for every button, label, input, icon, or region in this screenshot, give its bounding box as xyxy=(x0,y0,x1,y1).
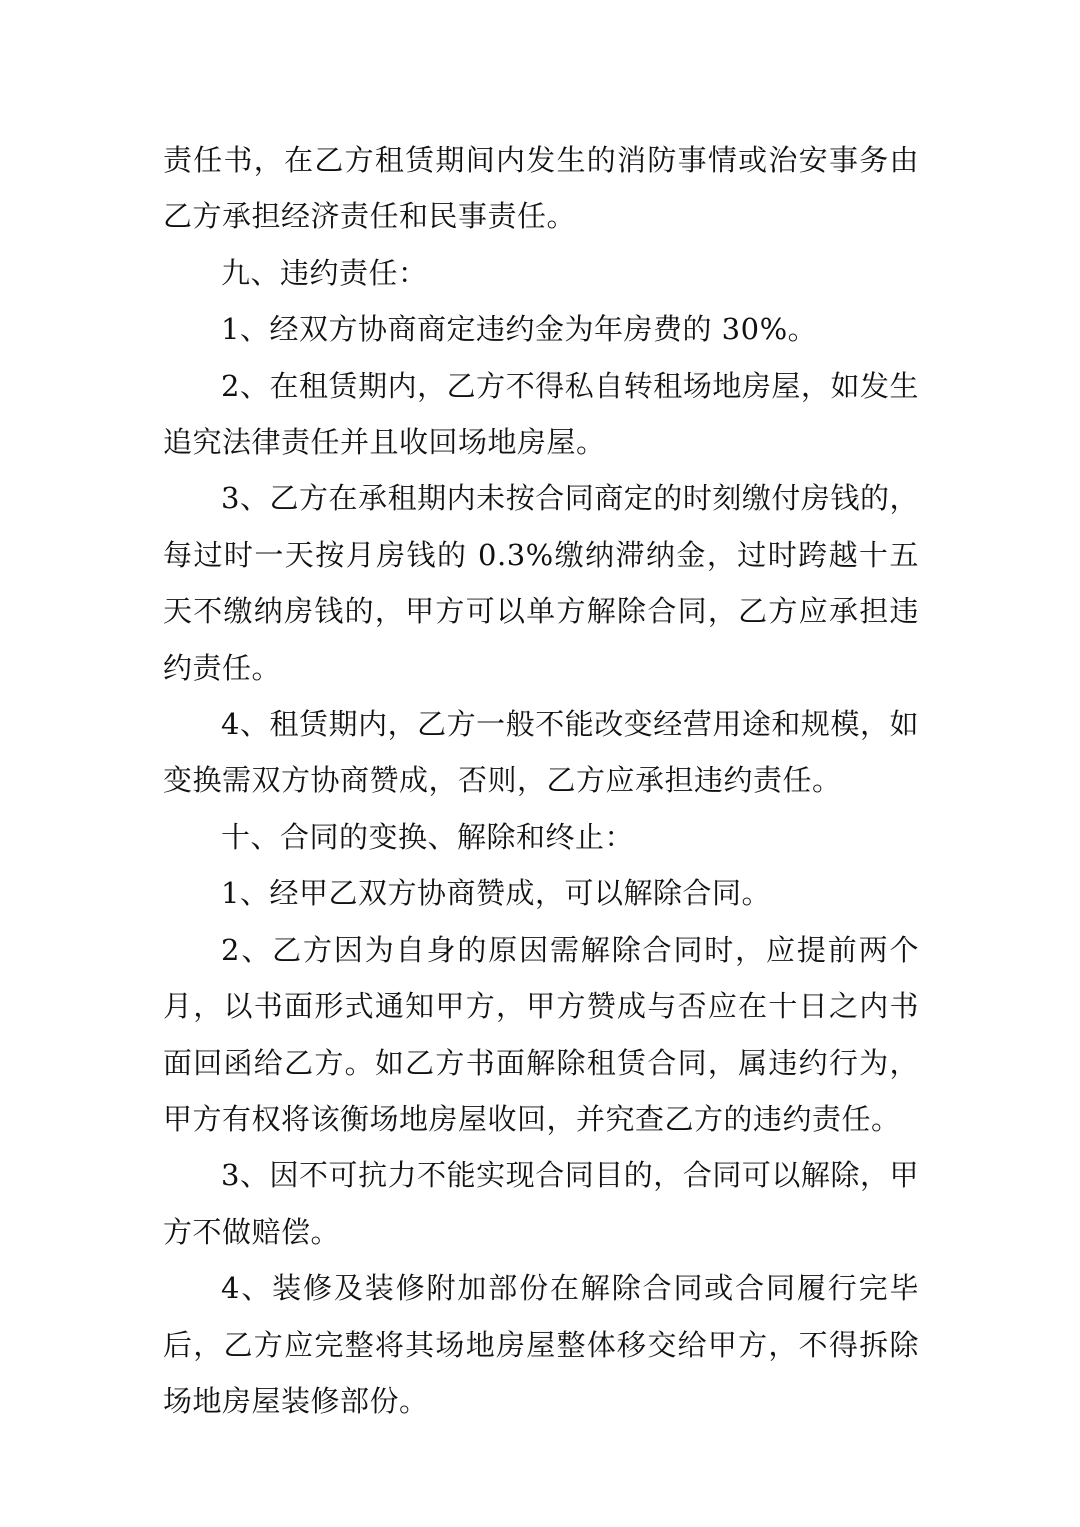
paragraph-fire-safety-liability: 责任书，在乙方租赁期间内发生的消防事情或治安事务由乙方承担经济责任和民事责任。 xyxy=(163,143,919,234)
document-body xyxy=(163,132,919,1429)
clause-10-2: 2、乙方因为自身的原因需解除合同时，应提前两个月，以书面形式通知甲方，甲方赞成与否应在十日之内书面回函给乙方。如乙方书面解除租赁合同，属违约行为，甲方有权将该衡场地房屋收回，并究查乙方的违约责任。 xyxy=(163,932,919,1136)
clause-10-1: 1、经甲乙双方协商赞成，可以解除合同。 xyxy=(221,876,771,911)
clause-9-3: 3、乙方在承租期内未按合同商定的时刻缴付房钱的，每过时一天按月房钱的 0.3%缴纳滞纳金，过时跨越十五天不缴纳房钱的，甲方可以单方解除合同，乙方应承担违约责任。 xyxy=(163,481,919,685)
clause-9-4: 4、租赁期内，乙方一般不能改变经营用途和规模，如变换需双方协商赞成，否则，乙方应承担违约责任。 xyxy=(163,707,919,798)
section-heading-contract-change: 十、合同的变换、解除和终止： xyxy=(221,819,635,854)
section-heading-breach-liability: 九、违约责任： xyxy=(221,255,428,290)
clause-9-2: 2、在租赁期内，乙方不得私自转租场地房屋，如发生追究法律责任并且收回场地房屋。 xyxy=(163,368,919,460)
clause-10-4: 4、装修及装修附加部份在解除合同或合同履行完毕后，乙方应完整将其场地房屋整体移交给甲方，不得拆除场地房屋装修部份。 xyxy=(163,1271,919,1418)
clause-9-1: 1、经双方协商商定违约金为年房费的 30%。 xyxy=(221,312,818,347)
clause-10-3: 3、因不可抗力不能实现合同目的，合同可以解除，甲方不做赔偿。 xyxy=(163,1158,919,1249)
